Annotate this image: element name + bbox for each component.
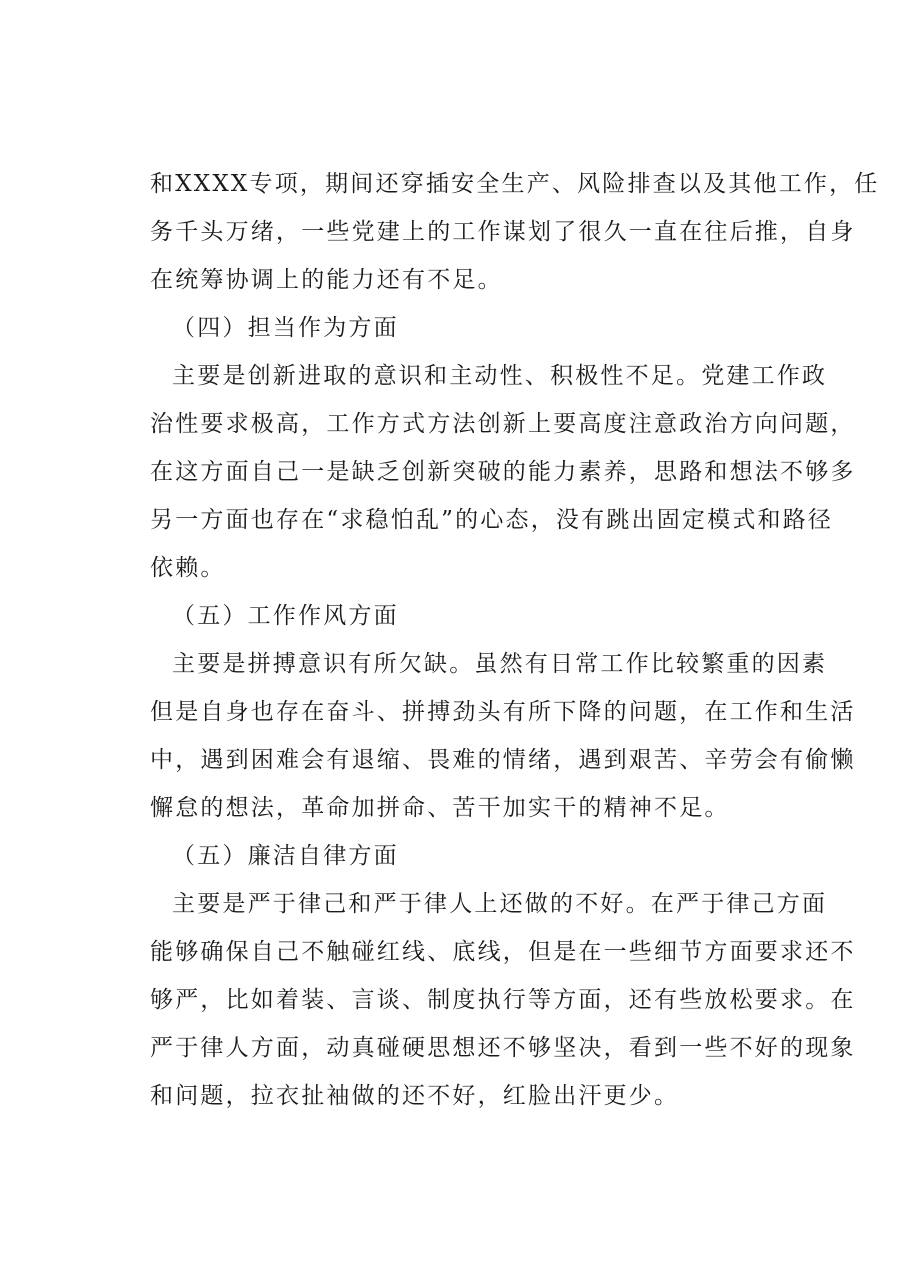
body-text-line: 务千头万绪，一些党建上的工作谋划了很久一直在往后推，自身: [150, 219, 856, 245]
paragraph-first-line: 主要是严于律己和严于律人上还做的不好。在严于律己方面: [172, 891, 828, 917]
section-heading: （五）工作作风方面: [172, 603, 399, 629]
section-heading: （五）廉洁自律方面: [172, 843, 399, 869]
body-text-line: 严于律人方面，动真碰硬思想还不够坚决，看到一些不好的现象: [150, 1035, 856, 1061]
body-text-line: 懈怠的想法，革命加拼命、苦干加实干的精神不足。: [150, 795, 730, 821]
body-text-line: 在这方面自己一是缺乏创新突破的能力素养，思路和想法不够多: [150, 459, 856, 485]
body-text-line: 中，遇到困难会有退缩、畏难的情绪，遇到艰苦、辛劳会有偷懒: [150, 747, 856, 773]
body-text-line: 依赖。: [150, 555, 226, 581]
body-text-line: 治性要求极高，工作方式方法创新上要高度注意政治方向问题，: [150, 411, 856, 437]
paragraph-first-line: 主要是拼搏意识有所欠缺。虽然有日常工作比较繁重的因素: [172, 651, 828, 677]
body-text-line: 在统筹协调上的能力还有不足。: [150, 267, 503, 293]
body-text-line: 另一方面也存在“求稳怕乱”的心态，没有跳出固定模式和路径: [150, 507, 834, 533]
body-text-line: 和问题，拉衣扯袖做的还不好，红脸出汗更少。: [150, 1083, 680, 1109]
body-text-line: 和XXXX专项，期间还穿插安全生产、风险排查以及其他工作，任: [150, 171, 880, 197]
body-text-line: 但是自身也存在奋斗、拼搏劲头有所下降的问题，在工作和生活: [150, 699, 856, 725]
section-heading: （四）担当作为方面: [172, 315, 399, 341]
paragraph-first-line: 主要是创新进取的意识和主动性、积极性不足。党建工作政: [172, 363, 828, 389]
body-text-line: 够严，比如着装、言谈、制度执行等方面，还有些放松要求。在: [150, 987, 856, 1013]
body-text-line: 能够确保自己不触碰红线、底线，但是在一些细节方面要求还不: [150, 939, 856, 965]
